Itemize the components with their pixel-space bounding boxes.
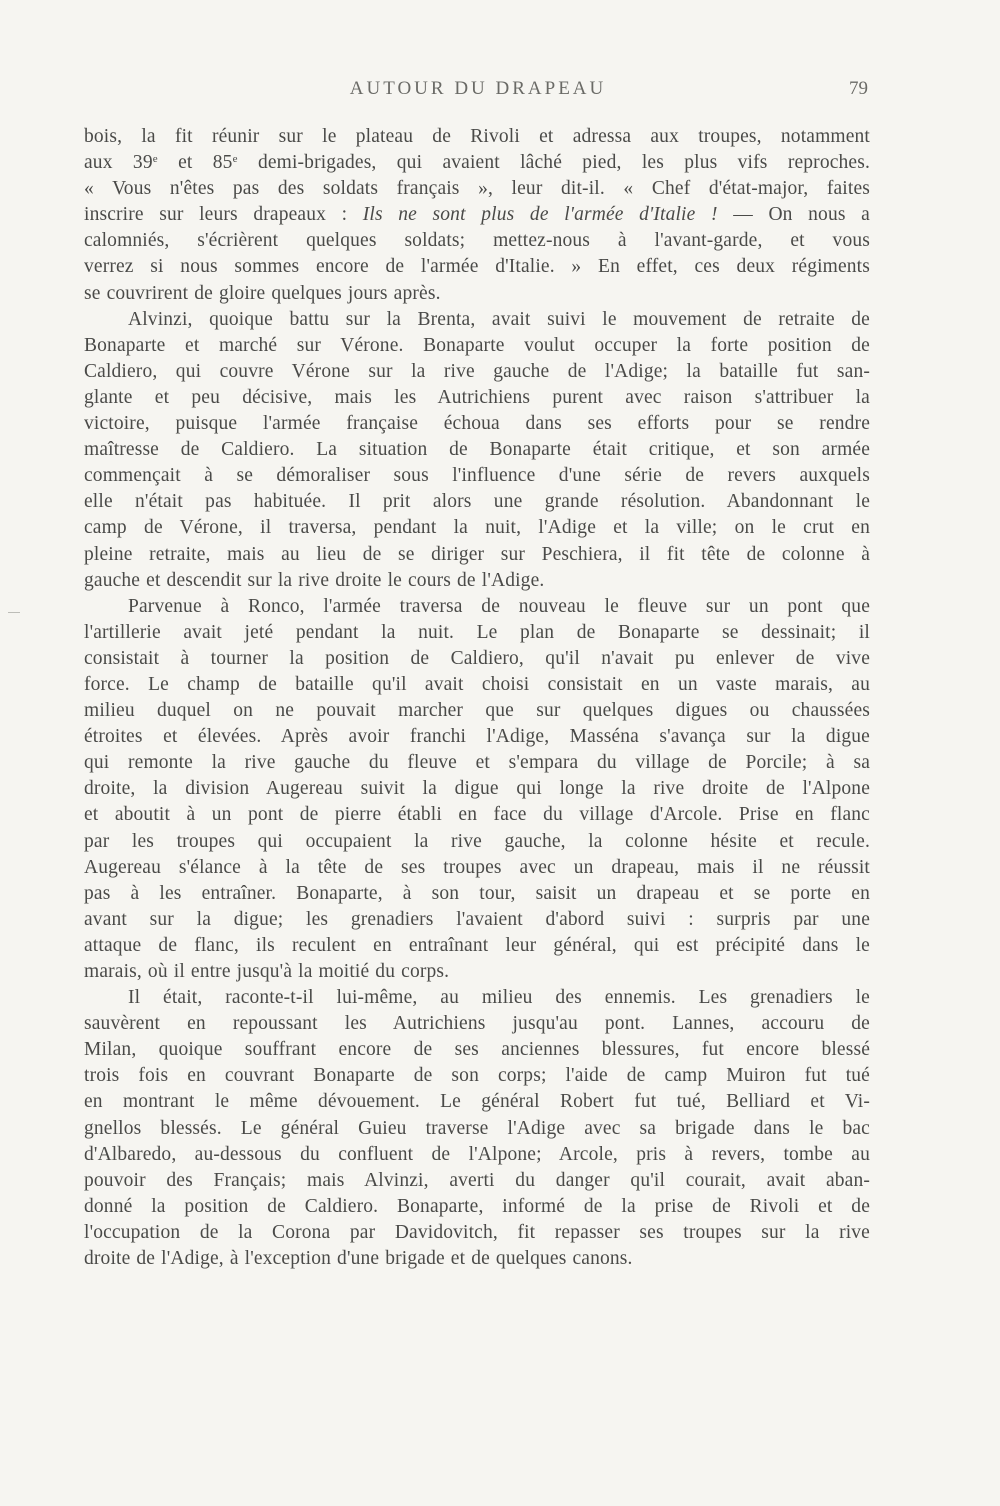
text-line: sauvèrent en repoussant les Autrichiens jusqu'au pont. Lannes, accouru de [84,1013,870,1035]
text-line: milieu duquel on ne pouvait marcher que sur quelques digues ou chaussées [84,700,870,722]
text-line: aux 39e et 85e demi-brigades, qui avaient lâché pied, les plus vifs reproches. [84,152,870,174]
superscript: e [232,153,238,166]
text-line: et aboutit à un pont de pierre établi en face du village d'Arcole. Prise en flanc [84,804,870,826]
paragraph-start: Il était, raconte-t-il lui-même, au milieu des ennemis. Les grenadiers le [128,987,870,1009]
text-line: « Vous n'êtes pas des soldats français », leur dit-il. « Chef d'état-major, faites [84,178,870,200]
page-number: 79 [849,78,868,99]
text-line: l'occupation de la Corona par Davidovitch, fit repasser ses troupes sur la rive [84,1221,870,1243]
text-line: trois fois en couvrant Bonaparte de son corps; l'aide de camp Muiron fut tué [84,1065,870,1087]
text-line: verrez si nous sommes encore de l'armée d'Italie. » En effet, ces deux régiments [84,256,870,278]
text-line: donné la position de Caldiero. Bonaparte, informé de la prise de Rivoli et de [84,1195,870,1217]
text-line: étroites et élevées. Après avoir franchi l'Adige, Masséna s'avança sur la digue [84,726,870,748]
text-line: bois, la fit réunir sur le plateau de Rivoli et adressa aux troupes, notamment [84,126,870,147]
paragraph-start: Parvenue à Ronco, l'armée traversa de nouveau le fleuve sur un pont que [128,595,870,617]
text-line: camp de Vérone, il traversa, pendant la nuit, l'Adige et la ville; on le crut en [84,517,870,539]
text-line: droite, la division Augereau suivit la digue qui longe la rive droite de l'Alpone [84,778,870,800]
text-line: marais, où il entre jusqu'à la moitié du corps. [84,961,450,982]
text-line: gauche et descendit sur la rive droite le cours de l'Adige. [84,569,545,591]
text-line: calomniés, s'écrièrent quelques soldats; mettez-nous à l'avant-garde, et vous [84,230,870,252]
body-text [84,124,870,1272]
text-line: avant sur la digue; les grenadiers l'avaient d'abord suivi : surpris par une [84,908,870,930]
margin-speck [8,612,20,613]
text-line: pouvoir des Français; mais Alvinzi, averti du danger qu'il courait, avait aban- [84,1169,870,1191]
text-line: glante et peu décisive, mais les Autrichiens purent avec raison s'attribuer la [84,386,870,408]
text-line: pas à les entraîner. Bonaparte, à son tour, saisit un drapeau et se porte en [84,882,870,904]
text-line: attaque de flanc, ils reculent en entraînant leur général, qui est précipité dans le [84,934,870,956]
text-line: Augereau s'élance à la tête de ses troupes avec un drapeau, mais il ne réussit [84,856,870,878]
text-line: elle n'était pas habituée. Il prit alors une grande résolution. Abandonnant le [84,491,870,513]
text-line: pleine retraite, mais au lieu de se diriger sur Peschiera, il fit tête de colonne à [84,543,870,565]
text-line: victoire, puisque l'armée française échoua dans ses efforts pour se rendre [84,413,870,435]
text-line: par les troupes qui occupaient la rive gauche, la colonne hésite et recule. [84,830,870,852]
italic-quote: Ils ne sont plus de l'armée d'Italie ! [362,204,718,226]
text-line: qui remonte la rive gauche du fleuve et s'empara du village de Porcile; à sa [84,752,870,774]
text-line: Caldiero, qui couvre Vérone sur la rive gauche de l'Adige; la bataille fut san- [84,360,870,382]
paragraph-start: Alvinzi, quoique battu sur la Brenta, avait suivi le mouvement de retraite de [128,308,870,330]
page-header [88,78,868,108]
text-line: consistait à tourner la position de Caldiero, qu'il n'avait pu enlever de vive [84,647,870,669]
text-line: l'artillerie avait jeté pendant la nuit. Le plan de Bonaparte se dessinait; il [84,621,870,643]
text-line: Bonaparte et marché sur Vérone. Bonaparte voulut occuper la forte position de [84,334,870,356]
text-line: force. Le champ de bataille qu'il avait choisi consistait en un vaste marais, au [84,673,870,695]
superscript: e [152,153,158,166]
text-line: gnellos blessés. Le général Guieu traverse l'Adige avec sa brigade dans le bac [84,1117,870,1139]
text-line: se couvrirent de gloire quelques jours après. [84,282,441,304]
text-line: maîtresse de Caldiero. La situation de Bonaparte était critique, et son armée [84,439,870,461]
text-line: en montrant le même dévouement. Le général Robert fut tué, Belliard et Vi- [84,1091,870,1113]
text-line: inscrire sur leurs drapeaux : Ils ne sont plus de l'armée d'Italie ! — On nous a [84,204,870,226]
running-title: AUTOUR DU DRAPEAU [349,78,607,99]
text-line: d'Albaredo, au-dessous du confluent de l'Alpone; Arcole, pris à revers, tombe au [84,1143,870,1165]
text-line: commençait à se démoraliser sous l'influence d'une série de revers auxquels [84,465,870,487]
text-line: droite de l'Adige, à l'exception d'une brigade et de quelques canons. [84,1248,633,1270]
text-line: Milan, quoique souffrant encore de ses anciennes blessures, fut encore blessé [84,1039,870,1061]
